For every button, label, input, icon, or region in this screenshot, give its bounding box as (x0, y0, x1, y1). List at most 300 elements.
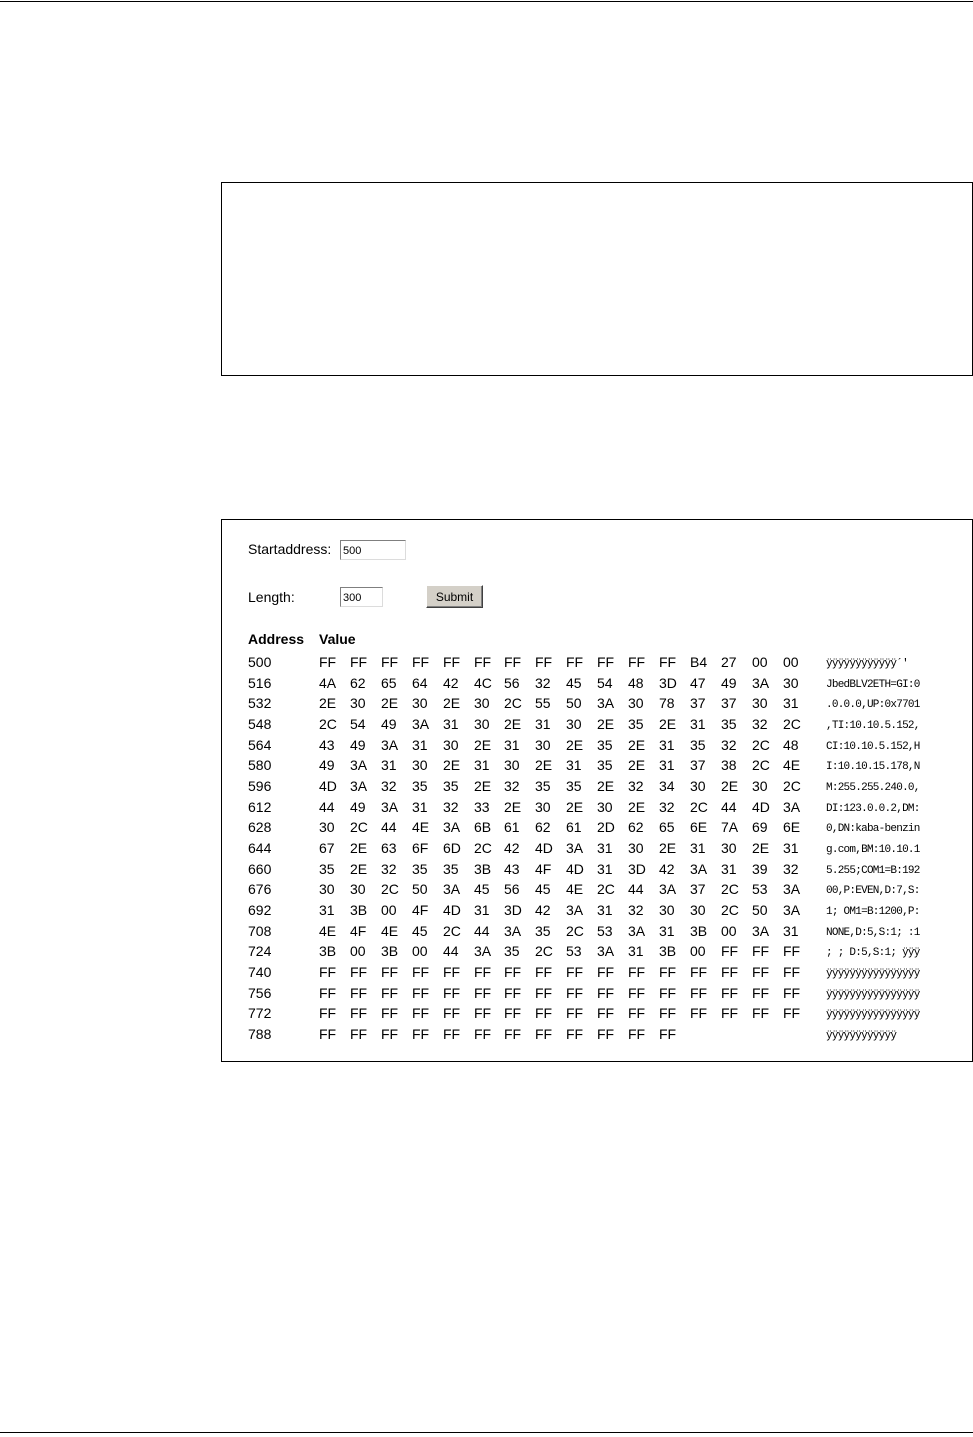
byte-value: 31 (443, 716, 459, 732)
top-rule (0, 1, 973, 2)
byte-value: 2C (721, 902, 739, 918)
row-address: 724 (248, 943, 272, 959)
byte-value: 2E (628, 757, 646, 773)
byte-value: 35 (319, 861, 335, 877)
byte-value: 6F (412, 840, 429, 856)
byte-value: 3A (443, 881, 461, 897)
row-ascii: ÿÿÿÿÿÿÿÿÿÿÿÿÿÿÿÿ (826, 989, 920, 1001)
byte-value: FF (690, 985, 708, 1001)
byte-value: 42 (504, 840, 520, 856)
byte-value: 2E (319, 695, 337, 711)
byte-value: 2E (350, 861, 368, 877)
byte-value: FF (350, 985, 368, 1001)
byte-value: FF (535, 654, 553, 670)
byte-value: 30 (412, 757, 428, 773)
submit-button[interactable]: Submit (426, 585, 483, 608)
byte-value: FF (412, 964, 430, 980)
byte-value: 30 (535, 799, 551, 815)
byte-value: 31 (597, 840, 613, 856)
byte-value: FF (721, 943, 739, 959)
byte-value: 69 (752, 819, 768, 835)
byte-value: 48 (783, 737, 799, 753)
byte-value: 2C (443, 923, 461, 939)
byte-value: 4E (566, 881, 584, 897)
byte-value: 3B (659, 943, 677, 959)
byte-value: 61 (566, 819, 582, 835)
byte-value: 44 (474, 923, 490, 939)
byte-value: 3A (783, 902, 801, 918)
byte-value: 30 (783, 675, 799, 691)
byte-value: 2E (535, 757, 553, 773)
byte-value: 4E (412, 819, 430, 835)
byte-value: FF (597, 1026, 615, 1042)
byte-value: FF (319, 654, 337, 670)
byte-value: FF (690, 1005, 708, 1021)
byte-value: 3A (412, 716, 430, 732)
byte-value: 34 (659, 778, 675, 794)
byte-value: 31 (690, 840, 706, 856)
row-address: 740 (248, 964, 272, 980)
row-address: 660 (248, 861, 272, 877)
byte-value: 37 (690, 881, 706, 897)
byte-value: 4D (752, 799, 770, 815)
byte-value: 31 (783, 840, 799, 856)
byte-value: FF (628, 654, 646, 670)
byte-value: 38 (721, 757, 737, 773)
row-address: 692 (248, 902, 272, 918)
byte-value: 31 (659, 737, 675, 753)
byte-value: 31 (783, 695, 799, 711)
byte-value: FF (412, 1026, 430, 1042)
byte-value: 61 (504, 819, 520, 835)
byte-value: 4D (566, 861, 584, 877)
byte-value: FF (443, 1026, 461, 1042)
byte-value: FF (474, 1005, 492, 1021)
byte-value: 4D (319, 778, 337, 794)
byte-value: 2E (566, 799, 584, 815)
byte-value: 2C (535, 943, 553, 959)
byte-value: 4E (783, 757, 801, 773)
byte-value: FF (628, 1026, 646, 1042)
byte-value: 65 (659, 819, 675, 835)
byte-value: 2E (443, 757, 461, 773)
byte-value: 44 (319, 799, 335, 815)
byte-value: 3B (350, 902, 368, 918)
byte-value: 3A (350, 778, 368, 794)
byte-value: 2C (566, 923, 584, 939)
byte-value: 42 (535, 902, 551, 918)
byte-value: 30 (535, 737, 551, 753)
byte-value: 56 (504, 881, 520, 897)
byte-value: 2E (628, 737, 646, 753)
byte-value: 2E (504, 799, 522, 815)
byte-value: FF (381, 1026, 399, 1042)
byte-value: FF (350, 964, 368, 980)
byte-value: 00 (350, 943, 366, 959)
byte-value: 31 (783, 923, 799, 939)
row-ascii: 5.255;COM1=B:192 (826, 865, 920, 877)
byte-value: 2E (566, 737, 584, 753)
byte-value: 44 (443, 943, 459, 959)
byte-value: 3A (381, 799, 399, 815)
row-address: 772 (248, 1005, 272, 1021)
byte-value: 35 (535, 923, 551, 939)
byte-value: FF (474, 1026, 492, 1042)
row-address: 580 (248, 757, 272, 773)
byte-value: 35 (443, 861, 459, 877)
byte-value: FF (721, 1005, 739, 1021)
byte-value: 31 (412, 799, 428, 815)
byte-value: FF (752, 1005, 770, 1021)
byte-value: FF (412, 985, 430, 1001)
byte-value: 35 (597, 737, 613, 753)
byte-value: 4D (535, 840, 553, 856)
byte-value: 31 (412, 737, 428, 753)
byte-value: 4E (381, 923, 399, 939)
byte-value: 35 (721, 716, 737, 732)
byte-value: 62 (350, 675, 366, 691)
byte-value: 42 (443, 675, 459, 691)
byte-value: 32 (752, 716, 768, 732)
row-address: 548 (248, 716, 272, 732)
byte-value: FF (566, 654, 584, 670)
byte-value: FF (474, 964, 492, 980)
byte-value: FF (412, 1005, 430, 1021)
byte-value: FF (535, 1005, 553, 1021)
byte-value: 49 (381, 716, 397, 732)
byte-value: FF (443, 985, 461, 1001)
length-label: Length: (248, 589, 295, 605)
byte-value: 37 (690, 757, 706, 773)
byte-value: 2C (752, 757, 770, 773)
row-ascii: NONE,D:5,S:1; :1 (826, 927, 920, 939)
byte-value: 48 (628, 675, 644, 691)
byte-value: 4C (474, 675, 492, 691)
byte-value: 63 (381, 840, 397, 856)
byte-value: 2E (659, 840, 677, 856)
byte-value: 32 (535, 675, 551, 691)
byte-value: FF (783, 964, 801, 980)
byte-value: 3A (597, 943, 615, 959)
byte-value: 55 (535, 695, 551, 711)
byte-value: 3A (504, 923, 522, 939)
byte-value: 2E (597, 716, 615, 732)
byte-value: FF (350, 1026, 368, 1042)
byte-value: 35 (412, 778, 428, 794)
byte-value: 49 (350, 737, 366, 753)
row-address: 756 (248, 985, 272, 1001)
byte-value: 30 (752, 695, 768, 711)
byte-value: FF (597, 654, 615, 670)
byte-value: FF (628, 964, 646, 980)
byte-value: 37 (690, 695, 706, 711)
byte-value: 31 (597, 861, 613, 877)
row-ascii: CI:10.10.5.152,H (826, 741, 920, 753)
byte-value: 50 (412, 881, 428, 897)
byte-value: FF (783, 985, 801, 1001)
value-column-header: Value (319, 631, 356, 647)
byte-value: 35 (597, 757, 613, 773)
byte-value: 30 (659, 902, 675, 918)
byte-value: 30 (443, 737, 459, 753)
byte-value: FF (381, 964, 399, 980)
byte-value: 3A (628, 923, 646, 939)
byte-value: FF (690, 964, 708, 980)
byte-value: 30 (504, 757, 520, 773)
startaddress-input[interactable] (340, 540, 406, 560)
byte-value: 27 (721, 654, 737, 670)
byte-value: 32 (381, 861, 397, 877)
byte-value: FF (628, 1005, 646, 1021)
row-ascii: ÿÿÿÿÿÿÿÿÿÿÿÿÿÿÿÿ (826, 1009, 920, 1021)
byte-value: 35 (412, 861, 428, 877)
byte-value: 3D (504, 902, 522, 918)
byte-value: 7A (721, 819, 739, 835)
byte-value: 00 (381, 902, 397, 918)
byte-value: 37 (721, 695, 737, 711)
byte-value: FF (752, 985, 770, 1001)
byte-value: 2C (597, 881, 615, 897)
byte-value: 45 (474, 881, 490, 897)
byte-value: 2C (783, 778, 801, 794)
byte-value: 3B (319, 943, 337, 959)
byte-value: 49 (319, 757, 335, 773)
byte-value: 2E (474, 778, 492, 794)
byte-value: FF (412, 654, 430, 670)
byte-value: 49 (350, 799, 366, 815)
byte-value: 35 (535, 778, 551, 794)
row-ascii: .0.0.0,UP:0x7701 (826, 699, 920, 711)
byte-value: 35 (628, 716, 644, 732)
byte-value: 4F (350, 923, 367, 939)
byte-value: 35 (443, 778, 459, 794)
byte-value: 31 (566, 757, 582, 773)
byte-value: 3A (752, 923, 770, 939)
byte-value: 44 (381, 819, 397, 835)
byte-value: 62 (628, 819, 644, 835)
byte-value: 3A (752, 675, 770, 691)
byte-value: 64 (412, 675, 428, 691)
byte-value: FF (319, 1026, 337, 1042)
byte-value: 2D (597, 819, 615, 835)
byte-value: 31 (659, 923, 675, 939)
byte-value: 30 (690, 902, 706, 918)
row-address: 676 (248, 881, 272, 897)
byte-value: 53 (566, 943, 582, 959)
byte-value: 30 (350, 695, 366, 711)
byte-value: 30 (628, 695, 644, 711)
byte-value: FF (659, 1026, 677, 1042)
byte-value: FF (566, 964, 584, 980)
byte-value: 00 (783, 654, 799, 670)
byte-value: 2E (381, 695, 399, 711)
byte-value: 3A (690, 861, 708, 877)
byte-value: 30 (319, 881, 335, 897)
byte-value: FF (381, 654, 399, 670)
byte-value: 31 (690, 716, 706, 732)
byte-value: 50 (566, 695, 582, 711)
byte-value: FF (566, 985, 584, 1001)
row-address: 532 (248, 695, 272, 711)
byte-value: FF (443, 1005, 461, 1021)
empty-frame (221, 182, 973, 376)
byte-value: 31 (474, 902, 490, 918)
byte-value: FF (659, 985, 677, 1001)
row-ascii: g.com,BM:10.10.1 (826, 844, 920, 856)
byte-value: FF (628, 985, 646, 1001)
byte-value: FF (566, 1005, 584, 1021)
byte-value: 3A (566, 902, 584, 918)
byte-value: FF (535, 985, 553, 1001)
byte-value: FF (783, 943, 801, 959)
row-ascii: DI:123.0.0.2,DM: (826, 803, 920, 815)
byte-value: FF (443, 654, 461, 670)
byte-value: 30 (597, 799, 613, 815)
byte-value: 3A (350, 757, 368, 773)
byte-value: 30 (350, 881, 366, 897)
byte-value: FF (721, 964, 739, 980)
byte-value: 50 (752, 902, 768, 918)
byte-value: 6D (443, 840, 461, 856)
byte-value: FF (504, 1026, 522, 1042)
byte-value: FF (504, 964, 522, 980)
byte-value: 4F (412, 902, 429, 918)
byte-value: 65 (381, 675, 397, 691)
byte-value: 4E (319, 923, 337, 939)
byte-value: FF (566, 1026, 584, 1042)
row-ascii: ÿÿÿÿÿÿÿÿÿÿÿÿ´' (826, 658, 908, 670)
row-ascii: JbedBLV2ETH=GI:0 (826, 679, 920, 691)
row-address: 612 (248, 799, 272, 815)
byte-value: 3A (381, 737, 399, 753)
byte-value: 00 (412, 943, 428, 959)
byte-value: FF (381, 985, 399, 1001)
byte-value: 30 (752, 778, 768, 794)
byte-value: 2E (659, 716, 677, 732)
row-ascii: 0,DN:kaba-benzin (826, 823, 920, 835)
byte-value: 00 (690, 943, 706, 959)
byte-value: 32 (783, 861, 799, 877)
byte-value: FF (319, 964, 337, 980)
byte-value: 39 (752, 861, 768, 877)
byte-value: FF (319, 985, 337, 1001)
byte-value: 2C (504, 695, 522, 711)
byte-value: 2E (443, 695, 461, 711)
byte-value: 31 (628, 943, 644, 959)
byte-value: 43 (319, 737, 335, 753)
byte-value: 2E (628, 799, 646, 815)
byte-value: FF (659, 964, 677, 980)
byte-value: 43 (504, 861, 520, 877)
byte-value: 54 (597, 675, 613, 691)
byte-value: FF (659, 1005, 677, 1021)
row-address: 708 (248, 923, 272, 939)
byte-value: 31 (659, 757, 675, 773)
byte-value: 30 (474, 716, 490, 732)
byte-value: 3A (474, 943, 492, 959)
byte-value: FF (752, 964, 770, 980)
byte-value: 3D (659, 675, 677, 691)
byte-value: FF (752, 943, 770, 959)
byte-value: FF (443, 964, 461, 980)
byte-value: FF (597, 1005, 615, 1021)
row-address: 628 (248, 819, 272, 835)
byte-value: FF (319, 1005, 337, 1021)
byte-value: 2C (690, 799, 708, 815)
byte-value: 00 (721, 923, 737, 939)
byte-value: 31 (721, 861, 737, 877)
byte-value: 6E (690, 819, 708, 835)
byte-value: FF (535, 964, 553, 980)
row-ascii: 1; OM1=B:1200,P: (826, 906, 920, 918)
byte-value: 30 (412, 695, 428, 711)
byte-value: 3D (628, 861, 646, 877)
byte-value: 2C (474, 840, 492, 856)
byte-value: 2E (350, 840, 368, 856)
byte-value: 30 (721, 840, 737, 856)
byte-value: 31 (381, 757, 397, 773)
byte-value: 31 (319, 902, 335, 918)
byte-value: 2E (504, 716, 522, 732)
byte-value: 2E (597, 778, 615, 794)
byte-value: 2C (721, 881, 739, 897)
byte-value: 3A (566, 840, 584, 856)
length-input[interactable] (340, 587, 383, 607)
byte-value: 44 (628, 881, 644, 897)
byte-value: 32 (443, 799, 459, 815)
byte-value: FF (474, 985, 492, 1001)
byte-value: 30 (628, 840, 644, 856)
byte-value: 2E (721, 778, 739, 794)
byte-value: 42 (659, 861, 675, 877)
address-column-header: Address (248, 631, 305, 647)
byte-value: 2C (381, 881, 399, 897)
byte-value: 3B (474, 861, 492, 877)
byte-value: 56 (504, 675, 520, 691)
byte-value: 30 (566, 716, 582, 732)
byte-value: 32 (628, 902, 644, 918)
byte-value: 2C (783, 716, 801, 732)
byte-value: FF (721, 985, 739, 1001)
byte-value: 49 (721, 675, 737, 691)
byte-value: 45 (412, 923, 428, 939)
byte-value: 53 (752, 881, 768, 897)
byte-value: 35 (566, 778, 582, 794)
byte-value: 6B (474, 819, 492, 835)
row-address: 500 (248, 654, 272, 670)
byte-value: 31 (535, 716, 551, 732)
byte-value: 32 (659, 799, 675, 815)
byte-value: FF (597, 964, 615, 980)
byte-value: 4A (319, 675, 337, 691)
row-ascii: I:10.10.15.178,N (826, 761, 920, 773)
byte-value: 44 (721, 799, 737, 815)
byte-value: FF (474, 654, 492, 670)
row-address: 788 (248, 1026, 272, 1042)
byte-value: 32 (381, 778, 397, 794)
byte-value: 4D (443, 902, 461, 918)
row-ascii: ÿÿÿÿÿÿÿÿÿÿÿÿÿÿÿÿ (826, 968, 920, 980)
byte-value: 35 (504, 943, 520, 959)
byte-value: 67 (319, 840, 335, 856)
byte-value: 31 (597, 902, 613, 918)
byte-value: 3A (659, 881, 677, 897)
byte-value: 54 (350, 716, 366, 732)
row-address: 516 (248, 675, 272, 691)
row-ascii: M:255.255.240.0, (826, 782, 920, 794)
byte-value: FF (659, 654, 677, 670)
byte-value: FF (350, 654, 368, 670)
